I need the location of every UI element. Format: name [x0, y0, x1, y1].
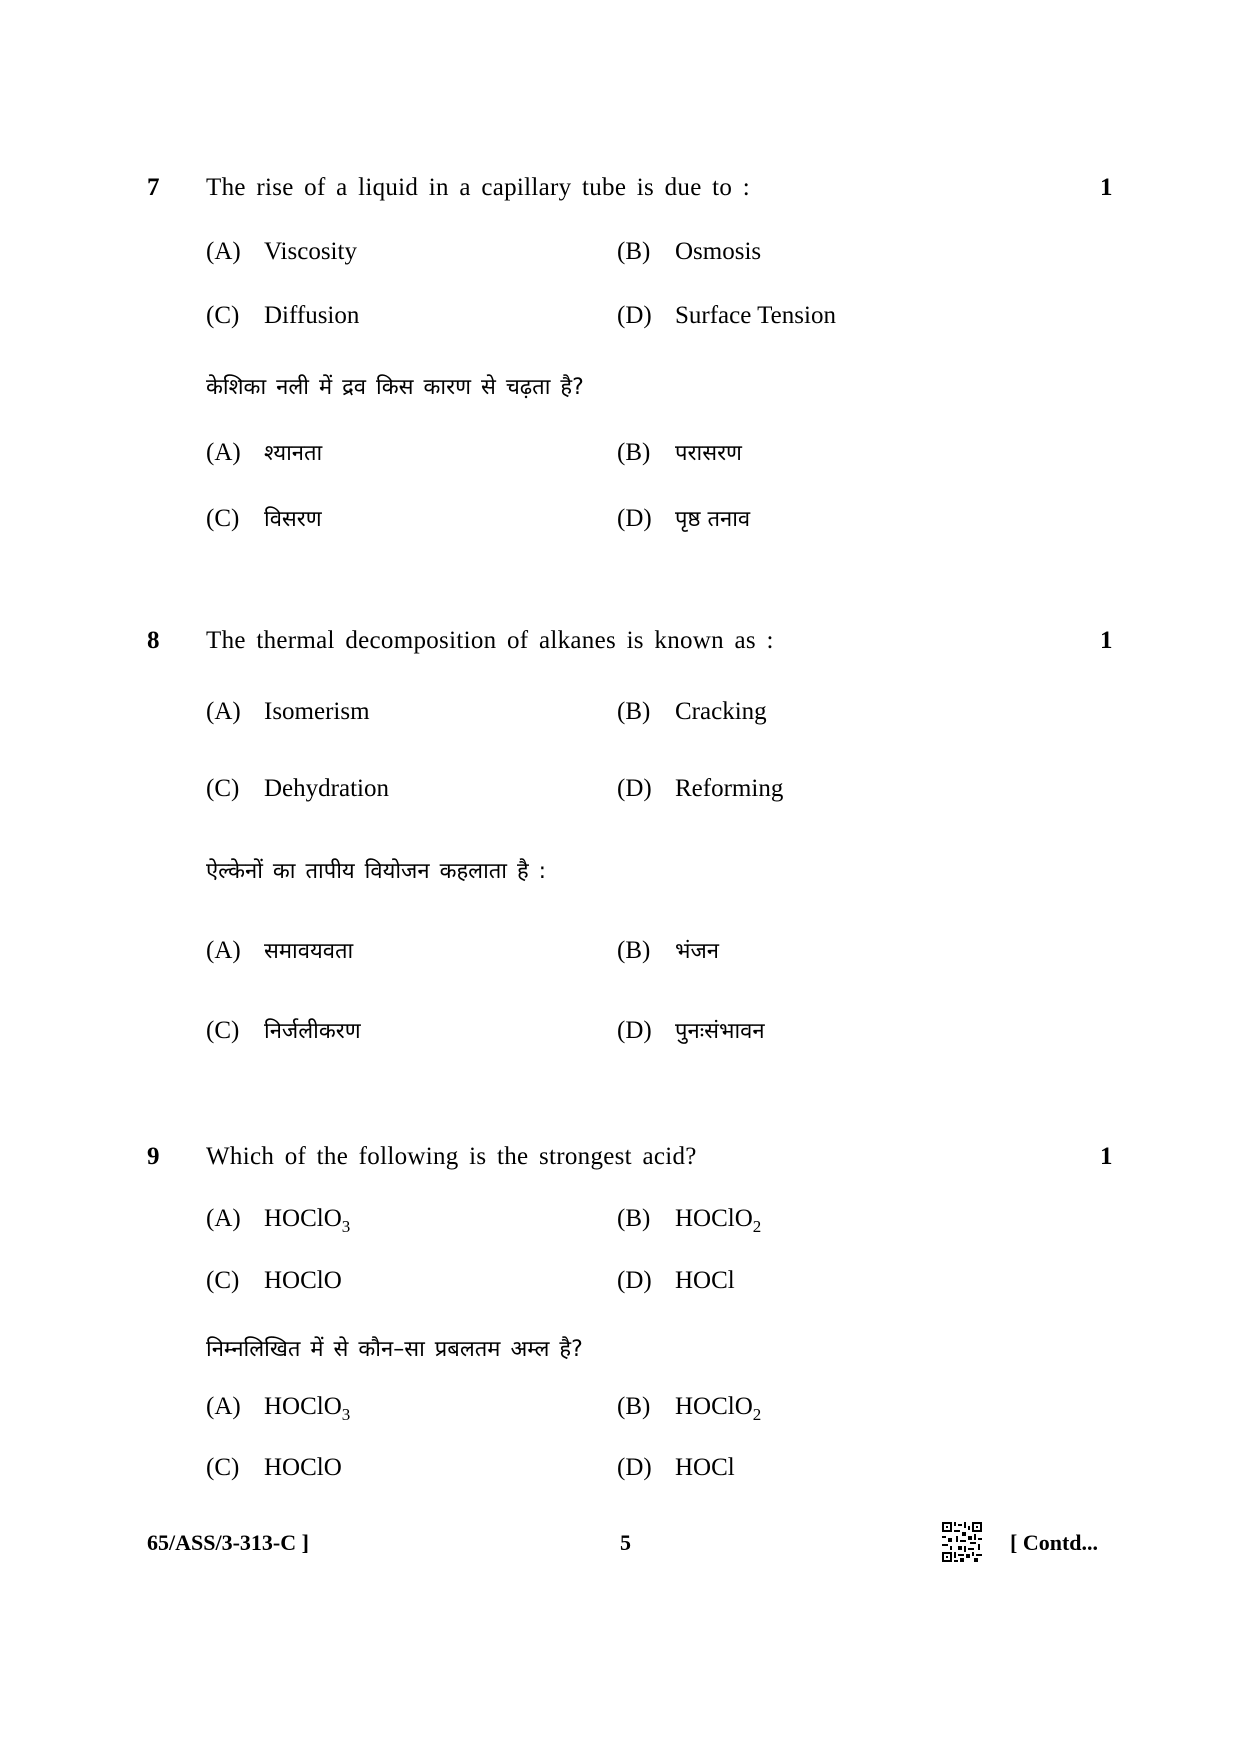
question-marks: 1 — [1100, 174, 1113, 201]
page-number: 5 — [620, 1530, 631, 1555]
option-d: (D) Surface Tension — [617, 302, 836, 329]
question-marks: 1 — [1100, 1143, 1113, 1170]
option-b: (B) HOClO$_2$ — [617, 1205, 762, 1236]
option-d: (D) HOCl — [617, 1267, 735, 1294]
question-text: The thermal decomposition of alkanes is known as : — [206, 627, 774, 654]
option-a: (A) HOClO$_3$ — [206, 1205, 351, 1236]
option-d: (D) Reforming — [617, 775, 784, 802]
option-b-hindi: (B) HOClO$_2$ — [617, 1393, 762, 1424]
continued-label: [ Contd... — [1010, 1530, 1099, 1555]
option-b: (B) Cracking — [617, 698, 767, 725]
qr-code-icon — [942, 1522, 982, 1562]
option-a: (A) Isomerism — [206, 698, 370, 725]
option-b-hindi: (B) परासरण — [617, 439, 742, 466]
question-text: The rise of a liquid in a capillary tube is due to : — [206, 174, 751, 201]
question-marks: 1 — [1100, 627, 1113, 654]
question-text-hindi: निम्नलिखित में से कौन–सा प्रबलतम अम्ल है? — [206, 1337, 583, 1362]
paper-code: 65/ASS/3-313-C ] — [147, 1530, 309, 1555]
option-a-hindi: (A) समावयवता — [206, 937, 354, 964]
option-b: (B) Osmosis — [617, 238, 762, 265]
question-text-hindi: केशिका नली में द्रव किस कारण से चढ़ता है? — [206, 375, 584, 400]
option-a: (A) Viscosity — [206, 238, 357, 265]
option-a-hindi: (A) श्यानता — [206, 439, 323, 466]
option-c: (C) HOClO — [206, 1267, 342, 1294]
question-number: 8 — [147, 627, 160, 654]
question-number: 9 — [147, 1143, 160, 1170]
question-number: 7 — [147, 174, 160, 201]
option-c-hindi: (C) विसरण — [206, 505, 322, 532]
option-b-hindi: (B) भंजन — [617, 937, 720, 964]
option-c: (C) Dehydration — [206, 775, 389, 802]
question-text: Which of the following is the strongest acid? — [206, 1143, 697, 1170]
option-c-hindi: (C) निर्जलीकरण — [206, 1017, 361, 1044]
option-d-hindi: (D) HOCl — [617, 1454, 735, 1481]
option-d-hindi: (D) पुनःसंभावन — [617, 1017, 765, 1044]
question-text-hindi: ऐल्केनों का तापीय वियोजन कहलाता है : — [206, 859, 547, 884]
option-c-hindi: (C) HOClO — [206, 1454, 342, 1481]
option-d-hindi: (D) पृष्ठ तनाव — [617, 505, 751, 532]
option-a-hindi: (A) HOClO$_3$ — [206, 1393, 351, 1424]
option-c: (C) Diffusion — [206, 302, 360, 329]
